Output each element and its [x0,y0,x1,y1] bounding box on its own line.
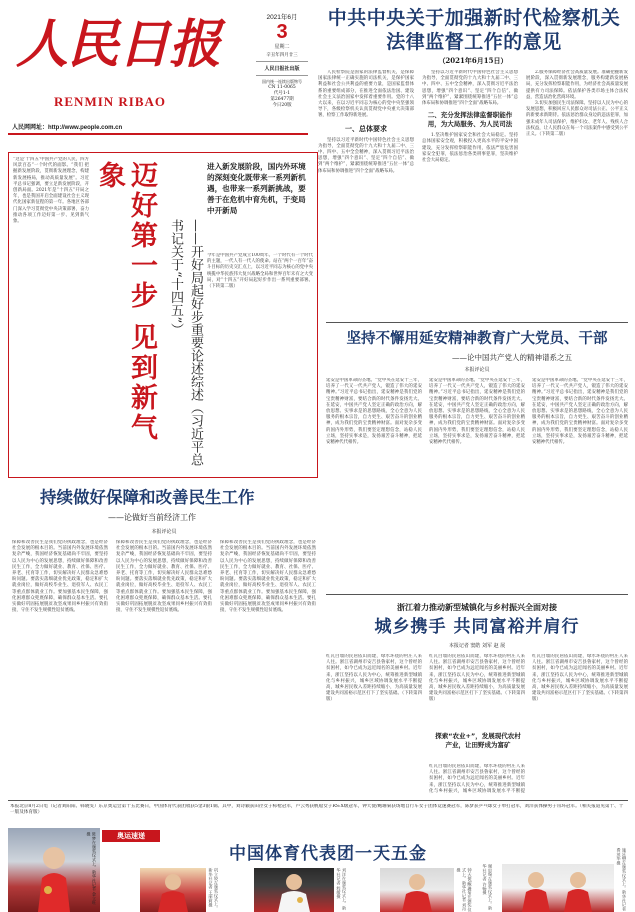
date-year-month: 2021年6月 [266,14,298,21]
zhejiang-col3: 红瓦白墙的民居依山而建，绿水环绕的村庄人来人往。浙江省湖州市安吉县鲁家村，这个曾经的贫困村，如今已成为远近闻名的美丽乡村。近年来，浙江坚持以人民为中心，统筹推进新型城镇化与乡村振兴，城乡区域协调发展水平不断提高，城乡居民收入差距持续缩小，为高质量发展建设共同富裕示范区打下了坚实基础。（下转第四版） [532,654,628,703]
brief-box [8,800,628,826]
economy-col3: 保障和改善民生是我们党的执政理念，也是经济社会发展的根本目的。当前国内外发展环境依然复杂严峻，我国经济恢复基础尚不牢固，要坚持以人民为中心的发展思想，持续做好保障和改善民生工作，全力做好就业、教育、社保、医疗、养老、托育等工作，切实解决好人民群众急难愁盼问题。要落实落细就业优先政策，稳定和扩大就业岗位，做好高校毕业生、退役军人、农民工等重点群体就业工作。要加强基本民生保障，强化困难群众兜底保障，确保群众基本生活。要扎实做好巩固拓展脱贫攻坚成果同乡村振兴有效衔接，守住不发生规模性返贫底线。 [220,540,316,614]
top-article-body5: 3.切实加强民生司法保障。坚持以人民为中心的发展思想，积极回应人民群众对司法公正、公平正义的新要求新期待。依法惩治群众身边的违法犯罪，加强未成年人司法保护，维护妇女、老年人、残疾人合法权益，让人民群众在每一个司法案件中感受到公平正义。（下转第二版） [526,101,628,138]
pub-code-5: 今日20版 [272,103,292,108]
top-article-body3: 1.坚决维护国家安全和社会大局稳定。坚持总体国家安全观，积极投入更高水平的平安中国建设，充分发挥检察职能作用，依法严惩危害国家安全犯罪，依法惩治各类刑事犯罪，坚决维护社会大局稳定。 [422,133,518,164]
publisher: 人民日报社出版 [264,66,300,72]
top-article-body4: 2.服务保障经济社会高质量发展。准确把握新发展阶段，深入贯彻新发展理念，服务构建新发展格局，充分发挥检察职能作用，为经济社会高质量发展提供有力司法保障。依法保护各类市场主体合法权益，营造法治化营商环境。 [526,70,628,100]
photo-chenmeng [8,828,100,912]
olympics-section [8,828,628,912]
photo-diving-caption-1: 谢思埸在颁奖仪式上。新华社记者 许畅摄 [482,864,493,911]
top-article-body2b: 坚持以习近平新时代中国特色社会主义思想为指导，全面贯彻党的十九大和十九届二中、三中、四中、五中全会精神，深入贯彻习近平法治思想，增强“四个意识”、坚定“四个自信”、做到“两个维护”，紧紧围绕统筹推进“五位一体”总体布局和协调推进“四个全面”战略布局。 [422,70,518,107]
masthead-divider [8,133,308,135]
zhejiang-col1: 红瓦白墙的民居依山而建，绿水环绕的村庄人来人往。浙江省湖州市安吉县鲁家村，这个曾经的贫困村，如今已成为远近闻名的美丽乡村。近年来，浙江坚持以人民为中心，统筹推进新型城镇化与乡村振兴，城乡区域协调发展水平不断提高，城乡居民收入差距持续缩小，为高质量发展建设共同富裕示范区打下了坚实基础。（下转第四版） [326,654,422,703]
yanan-subtitle: ——论中国共产党人的精神谱系之五 [452,353,572,362]
commentary-title: 迈好第一步 见到新气象 [94,161,157,444]
date-box [252,12,312,112]
economy-subtitle: ——论做好当前经济工作 [108,513,196,522]
yanan-title: 坚持不懈用延安精神教育广大党员、干部 [346,331,608,347]
photo-chenmeng-caption: 陈梦在颁奖仪式上。新华社记者 金立旺摄 [86,832,97,905]
zhejiang-title: 城乡携手 共同富裕并肩行 [374,617,580,637]
athlete-figure-icon [380,868,454,912]
top-article-col2 [422,70,518,320]
commentary-sidebar: “这是‘十四五’中国共产党的人民，四方风景百态”一个时代的面影。“我们 把握新发展阶段，贯彻新发展理念，构建新发展格局，推动高质量发展”。习近平总书记强调，要立足新发展阶段，开创新局面。2021年是“十四五”开局之年，也是我国开启全面建设社会主义现代化国家新征程的第一年。各地区各部门深入学习贯彻党中央决策部署，奋力推动各项工作迈好第一步、见到新气象。 [13,157,89,225]
olympics-title: 中国体育代表团一天五金 [229,844,427,864]
zhejiang-byline: 本报记者 窦皓 刘军 赵 展 [448,643,506,649]
top-article [318,4,628,320]
zhejiang-col2b: 红瓦白墙的民居依山而建，绿水环绕的村庄人来人往。浙江省湖州市安吉县鲁家村，这个曾经的贫困村，如今已成为远近闻名的美丽乡村。近年来，浙江坚持以人民为中心，统筹推进新型城镇化与乡村振兴，城乡区域协调发展水平不断提 [429,764,525,794]
photo-cycling-caption: 钟天使/鲍珊菊在颁奖仪式上。新华社记者 刘丹摄 [456,868,473,912]
commentary-highlight: 进入新发展阶段，国内外环境的深刻变化既带来一系列新机遇，也带来一系列新挑战，要善于在危机中育先机，于变局中开新局 [207,162,306,215]
zhejiang-article [326,594,628,800]
athletes-figure-icon [502,864,614,912]
pub-code-2: CN 11-0065 [268,85,296,90]
zhejiang-subhead: 探索“农业+”，发展现代农村产业，让田野成为富矿 [435,732,521,749]
yanan-byline: 本报评论员 [464,367,490,373]
photo-diving-caption-2: 施廷懋在颁奖仪式上。新华社记者 费茂华摄 [616,848,627,911]
top-article-body1: 人民检察院是国家的法律监督机关，是保障国家法律统一正确实施的司法机关，是保护国家利益和社会公共利益的重要力量，是国家监督体系的重要组成部分，在推进全面依法治国、建设社会主义法治国家中发挥着重要作用。党的十八大以来，在以习近平同志为核心的党中央坚强领导下，各级检察机关认真贯彻党中央重大决策部署，检察工作取得新进展。 [318,70,414,119]
photo-liuyang-caption: 刘洋在颁奖仪式上。新华社记者 程敏摄 [336,868,347,910]
top-article-sec1: 一、总体要求 [345,124,387,133]
date-weekday: 星期二 [274,44,290,50]
photo-cycling [380,868,454,912]
masthead-title: 人民日报 [16,14,221,75]
photo-diving [502,864,614,912]
economy-col2: 保障和改善民生是我们党的执政理念，也是经济社会发展的根本目的。当前国内外发展环境依然复杂严峻，我国经济恢复基础尚不牢固，要坚持以人民为中心的发展思想，持续做好保障和改善民生工作，全力做好就业、教育、社保、医疗、养老、托育等工作，切实解决好人民群众急难愁盼问题。要落实落细就业优先政策，稳定和扩大就业岗位，做好高校毕业生、退役军人、农民工等重点群体就业工作。要加强基本民生保障，强化困难群众兜底保障，确保群众基本生活。要扎实做好巩固拓展脱贫攻坚成果同乡村振兴有效衔接，守住不发生规模性返贫底线。 [116,540,212,614]
olympics-tag [102,830,160,842]
pub-code-1: 国内统一连续出版物号 [262,79,302,84]
commentary-box [8,152,318,478]
pub-code-4: 第26477期 [270,97,294,102]
date-day: 3 [276,21,288,43]
economy-col1: 保障和改善民生是我们党的执政理念，也是经济社会发展的根本目的。当前国内外发展环境依然复杂严峻，我国经济恢复基础尚不牢固，要坚持以人民为中心的发展思想，持续做好保障和改善民生工作，全力做好就业、教育、社保、医疗、养老、托育等工作，切实解决好人民群众急难愁盼问题。要落实落细就业优先政策，稳定和扩大就业岗位，做好高校毕业生、退役军人、农民工等重点群体就业工作。要加强基本民生保障，强化困难群众兜底保障，确保群众基本生活。要扎实做好巩固拓展脱贫攻坚成果同乡村振兴有效衔接，守住不发生规模性返贫底线。 [12,540,108,614]
top-article-title: 中共中央关于加强新时代检察机关法律监督工作的意见 [327,7,621,53]
commentary-subtitle: ——开好局起好步重要论述综述（习近平总书记关于“十四五”） [168,219,203,466]
economy-byline: 本报评论员 [151,529,177,535]
photo-gonglijiao-caption: 巩立姣在颁奖仪式上。新华社记者 王丽莉摄 [208,868,219,910]
photo-liuyang [254,868,334,912]
top-article-body2: 坚持以习近平新时代中国特色社会主义思想为指导，全面贯彻党的十九大和十九届二中、三中、四中、五中全会精神，深入贯彻习近平法治思想，增强“四个意识”、坚定“四个自信”、做到“两个维护”，紧紧围绕统筹推进“五位一体”总体布局和协调推进“四个全面”战略布局。 [318,137,414,174]
photo-gonglijiao [140,868,206,912]
top-article-col1 [318,70,414,320]
yanan-col2: 延安是中国革命的圣地。“党中央在延安十三年，培养了一代又一代共产党人，锻造了伟大的延安精神。”习近平总书记指出，延安精神是我们党的宝贵精神财富，要结合新的时代条件发扬光大。在延安，中国共产党人坚定正确的政治方向，解放思想、实事求是的思想路线，全心全意为人民服务的根本宗旨，自力更生、艰苦奋斗的创业精神，成为我们党的宝贵精神财富。面对复杂多变的国内外形势，我们要坚定理想信念，站稳人民立场，坚持实事求是，发扬艰苦奋斗精神，把延安精神代代相传。 [429,378,525,446]
brief-body: 本报北京8月2日电（记者刘阳阳、韩晓雯）东京奥运会第十五比赛日，中国体育代表团收获5金3银1铜。其中，刘诗颖获田径女子标枪冠军，卢云秀获帆船女子RS:X级冠军，钟天使/鲍珊菊获场地自行车女子团体竞速赛冠军，陈梦获乒乓球女子单打冠军，刘洋获体操男子吊环冠军。（相关报道见第十、十一版及体育版） [10,804,624,816]
athlete-figure-icon [254,868,334,912]
masthead [8,6,308,130]
athlete-figure-icon [140,868,206,912]
top-article-col3 [526,70,628,320]
commentary-body: 今年是中国共产党成立100周年。一个时代有一个时代的主题，一代人有一代人的使命。站在“两个一百年”奋斗目标的历史交汇点上，以习近平同志为核心的党中央统揽中华民族伟大复兴战略全局和世界百年未有之大变局，对“十四五”开好局起好步作出一系列重要部署。（下转第二版） [207,253,313,290]
economy-article [8,482,320,800]
economy-title: 持续做好保障和改善民生工作 [40,488,255,507]
zhejiang-col2a: 红瓦白墙的民居依山而建，绿水环绕的村庄人来人往。浙江省湖州市安吉县鲁家村，这个曾经的贫困村，如今已成为远近闻名的美丽乡村。近年来，浙江坚持以人民为中心，统筹推进新型城镇化与乡村振兴，城乡区域协调发展水平不断提高，城乡居民收入差距持续缩小，为高质量发展建设共同富裕示范区打下了坚实基础。（下转第四版） [429,654,525,703]
yanan-col1: 延安是中国革命的圣地。“党中央在延安十三年，培养了一代又一代共产党人，锻造了伟大的延安精神。”习近平总书记指出，延安精神是我们党的宝贵精神财富，要结合新的时代条件发扬光大。在延安，中国共产党人坚定正确的政治方向，解放思想、实事求是的思想路线，全心全意为人民服务的根本宗旨，自力更生、艰苦奋斗的创业精神，成为我们党的宝贵精神财富。面对复杂多变的国内外形势，我们要坚定理想信念，站稳人民立场，坚持实事求是，发扬艰苦奋斗精神，把延安精神代代相传。 [326,378,422,446]
masthead-website: 人民网网址：http://www.people.com.cn [12,125,123,131]
top-article-sec2: 二、充分发挥法律监督职能作用，为大局服务、为人民司法 [427,111,513,129]
zhejiang-kicker: 浙江着力推动新型城镇化与乡村振兴全面对接 [397,602,557,612]
date-lunar: 辛丑年四月廿三 [266,53,298,58]
masthead-pinyin: RENMIN RIBAO [54,94,167,109]
top-article-date: （2021年6月15日） [438,56,508,65]
olympics-tag-text: 奥运速递 [117,832,145,840]
yanan-article [326,322,628,592]
pub-code-3: 代号1-1 [273,91,291,96]
yanan-col3: 延安是中国革命的圣地。“党中央在延安十三年，培养了一代又一代共产党人，锻造了伟大的延安精神。”习近平总书记指出，延安精神是我们党的宝贵精神财富，要结合新的时代条件发扬光大。在延安，中国共产党人坚定正确的政治方向，解放思想、实事求是的思想路线，全心全意为人民服务的根本宗旨，自力更生、艰苦奋斗的创业精神，成为我们党的宝贵精神财富。面对复杂多变的国内外形势，我们要坚定理想信念，站稳人民立场，坚持实事求是，发扬艰苦奋斗精神，把延安精神代代相传。 [532,378,628,446]
